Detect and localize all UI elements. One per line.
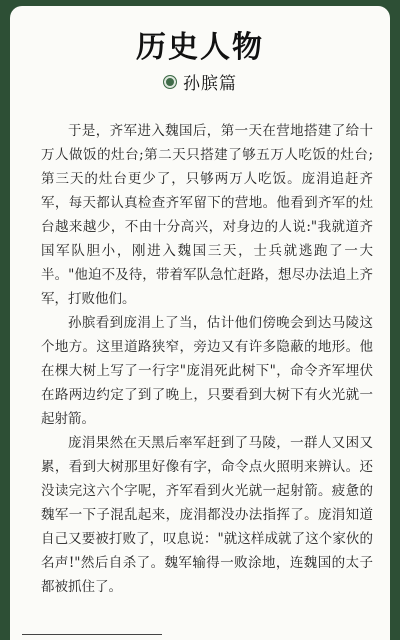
subtitle-row	[10, 69, 390, 94]
paragraph-3: 庞涓果然在天黑后率军赶到了马陵，一群人又困又累，看到大树那里好像有字，命令点火照明来辨认。还没读完这六个字呢，齐军看到火光就一起射箭。疲惫的魏军一下子混乱起来，庞涓都没办法指挥了。庞涓知道自己又要被打败了，叹息说："就这样成就了这个家伙的名声!"然后自杀了。魏军输得一败涂地，连魏国的太子都被抓住了。	[41, 435, 373, 595]
circle-bullet-icon	[163, 75, 177, 89]
footer-divider	[22, 634, 162, 635]
paragraph-1: 于是，齐军进入魏国后，第一天在营地搭建了给十万人做饭的灶台;第二天只搭建了够五万人吃饭的灶台;第三天的灶台更少了，只够两万人吃饭。庞涓追赶齐军，每天都认真检查齐军留下的营地。他看到齐军的灶台越来越少，不由十分高兴，对身边的人说:"我就道齐国军队胆小，刚进入魏国三天，士兵就逃跑了一大半。"他迫不及待，带着军队急忙赶路，想尽办法追上齐军，打败他们。	[41, 123, 373, 307]
paragraph-2: 孙膑看到庞涓上了当，估计他们傍晚会到达马陵这个地方。这里道路狭窄，旁边又有许多隐蔽的地形。他在棵大树上写了一行字"庞涓死此树下"，命令齐军埋伏在路两边约定了到了晚上，只要看到大树下有火光就一起射箭。	[41, 315, 373, 427]
article-page[interactable]	[10, 6, 390, 640]
article-body	[41, 119, 373, 599]
page-subtitle: 孙膑篇	[183, 74, 237, 94]
page-title: 历史人物	[136, 30, 264, 65]
